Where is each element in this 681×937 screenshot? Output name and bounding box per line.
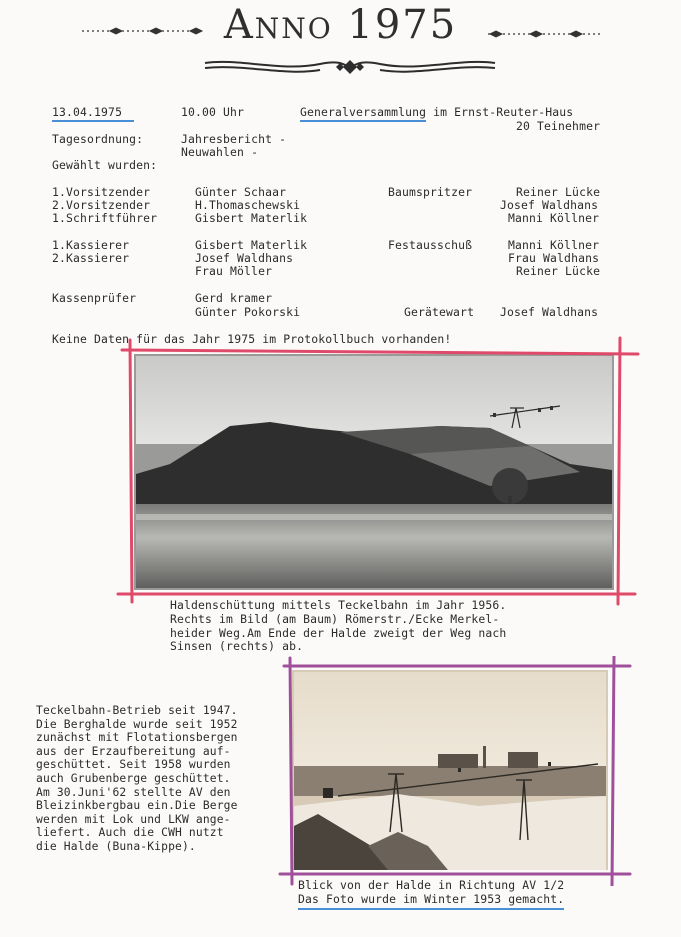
officer-name: Josef Waldhans [195,251,294,265]
agenda-item: Neuwahlen - [181,145,259,159]
officer-role: Baumspritzer [388,185,473,199]
officer-role: 2.Kassierer [52,251,130,265]
officer-role: Gerätewart [404,305,475,319]
meeting-attendees: 20 Teinehmer [516,119,601,133]
meeting-event-line [300,106,573,119]
history-line: liefert. Auch die CWH nutzt [36,826,224,840]
officer-name: Josef Waldhans [500,198,599,212]
photo-halde-1956 [110,336,640,608]
history-line: die Halde (Buna-Kippe). [36,839,196,853]
officer-role: Festausschuß [388,238,473,252]
history-line: werden mit Lok und LKW ange- [36,812,231,826]
history-text [36,704,238,854]
agenda-label: Tagesordnung: [52,132,144,146]
meeting-location: im Ernst-Reuter-Haus [426,105,574,119]
officer-role: 1.Vorsitzender [52,185,151,199]
meeting-event: Generalversammlung [300,105,426,122]
title-ornament [0,0,681,85]
caption-line: Sinsen (rechts) ab. [170,639,304,654]
history-line: zunächst mit Flotationsbergen [36,731,238,745]
officer-name: Manni Köllner [508,211,600,225]
photo2-caption [298,879,564,910]
caption-line: Rechts im Bild (am Baum) Römerstr./Ecke Merkel- [170,611,500,626]
caption-line: Das Foto wurde im Winter 1953 gemacht. [298,893,564,910]
meeting-time: 10.00 Uhr [181,105,245,119]
officer-name: Gerd kramer [195,291,273,305]
officer-name: Frau Möller [195,264,273,278]
officer-role: 2.Vorsitzender [52,198,151,212]
history-line: Am 30.Juni'62 stellte AV den [36,785,231,799]
officer-name: Frau Waldhans [508,251,600,265]
photo1-caption [170,599,506,654]
officer-role: 1.Schriftführer [52,211,158,225]
officer-name: Manni Köllner [508,238,600,252]
meeting-date: 13.04.1975 [52,106,134,122]
history-line: auch Grubenberge geschüttet. [36,771,231,785]
note: Keine Daten für das Jahr 1975 im Protokollbuch vorhanden! [52,332,452,346]
officer-name: Josef Waldhans [500,305,599,319]
elected-label: Gewählt wurden: [52,158,158,172]
history-line: Teckelbahn-Betrieb seit 1947. [36,704,238,717]
officer-name: Reiner Lücke [516,264,601,278]
officer-name: Günter Schaar [195,185,287,199]
caption-line: Haldenschüttung mittels Teckelbahn im Jahr 1956. [170,598,507,612]
history-line: Die Berghalde wurde seit 1952 [36,717,238,731]
officer-name: H.Thomaschewski [195,198,301,212]
caption-line: heider Weg.Am Ende der Halde zweigt der Weg nach [170,625,507,640]
history-line: aus der Erzaufbereitung auf- [36,744,231,758]
history-line: Bleizinkbergbau ein.Die Berge [36,799,238,813]
history-line: geschüttet. Seit 1958 wurden [36,758,231,772]
officer-name: Gisbert Materlik [195,211,308,225]
officer-name: Günter Pokorski [195,305,301,319]
caption-line: Blick von der Halde in Richtung AV 1/2 [298,878,565,892]
photo-winter-1953 [278,656,634,886]
agenda-item: Jahresbericht - [181,132,287,146]
page-title: Anno 1975 [223,2,458,48]
officer-role: Kassenprüfer [52,291,137,305]
officer-name: Reiner Lücke [516,185,601,199]
officer-role: 1.Kassierer [52,238,130,252]
officer-name: Gisbert Materlik [195,238,308,252]
